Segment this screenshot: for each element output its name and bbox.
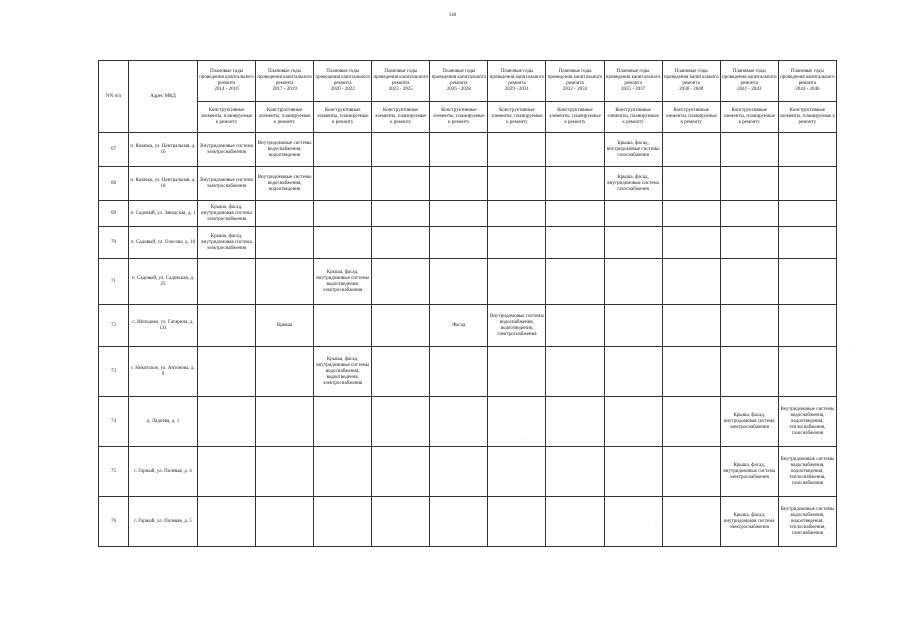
repair-cell: [372, 227, 430, 259]
repair-cell: [604, 397, 662, 447]
period-label: Плановые годы проведения капитального ремонта: [199, 69, 254, 86]
repair-cell: [488, 227, 546, 259]
repair-cell: Внутридомовые системы водоснабжения, водоотведения: [256, 167, 314, 201]
repair-cell: [604, 305, 662, 347]
repair-cell: Крыша, фасад, внутридомовая система электроснабжения: [720, 397, 778, 447]
repair-cell: [662, 397, 720, 447]
row-address: г. Никитское, ул. Антонова, д. 9: [129, 347, 198, 397]
row-address: г. Горный, ул. Полевая, д. 4: [129, 447, 198, 497]
period-label: Плановые годы проведения капитального ремонта: [489, 69, 545, 86]
repair-cell: Крыша, фасад, внутридомовая система электроснабжения: [198, 201, 256, 227]
repair-cell: [720, 201, 778, 227]
repair-cell: [546, 227, 604, 259]
repair-cell: Внутридомовые системы водоснабжения, водоотведения, теплоснабжения, газоснабжения: [778, 497, 836, 547]
table-body: [99, 133, 837, 547]
period-header: [778, 61, 836, 102]
col-header-number: NN п/п: [99, 61, 129, 133]
repair-cell: [430, 347, 488, 397]
period-years: 2038 - 2040: [679, 87, 704, 92]
table-row: [99, 305, 837, 347]
row-number: 73: [99, 347, 129, 397]
row-number: 74: [99, 397, 129, 447]
row-number: 67: [99, 133, 129, 167]
repair-cell: Крыша, фасад, внутридомовые системы газоснабжения: [604, 133, 662, 167]
repair-cell: [720, 167, 778, 201]
repair-cell: [604, 227, 662, 259]
repair-cell: [720, 133, 778, 167]
repair-cell: [314, 305, 372, 347]
header-row-periods: [99, 61, 837, 102]
repair-cell: [372, 397, 430, 447]
row-address: п. Садовый, ул. Олесова, д. 16: [129, 227, 198, 259]
row-address: с. Ипподово, ул. Гагарина, д. 131: [129, 305, 198, 347]
repair-cell: [488, 397, 546, 447]
repair-cell: [198, 397, 256, 447]
repair-cell: [720, 305, 778, 347]
period-years: 2041 - 2043: [737, 87, 762, 92]
repair-cell: [372, 133, 430, 167]
repair-cell: [372, 447, 430, 497]
row-number: 72: [99, 305, 129, 347]
repair-cell: [256, 201, 314, 227]
repair-cell: [662, 133, 720, 167]
repair-cell: [488, 497, 546, 547]
table-row: [99, 167, 837, 201]
repair-cell: [662, 259, 720, 305]
repair-cell: [488, 133, 546, 167]
period-years: 2023 - 2025: [388, 87, 413, 92]
elements-subheader: Конструктивные элементы, планируемые к ремонту: [604, 102, 662, 133]
elements-subheader: Конструктивные элементы, планируемые к ремонту: [720, 102, 778, 133]
repair-cell: [256, 347, 314, 397]
table-row: [99, 227, 837, 259]
row-address: п. Садовый, ул. Садовская, д. 25: [129, 259, 198, 305]
repair-cell: [604, 497, 662, 547]
table-row: [99, 259, 837, 305]
repair-cell: [372, 167, 430, 201]
repair-cell: [546, 397, 604, 447]
repair-cell: [778, 167, 836, 201]
repair-cell: [488, 447, 546, 497]
period-header: [314, 61, 372, 102]
repair-cell: [314, 447, 372, 497]
repair-cell: [604, 447, 662, 497]
repair-cell: [546, 167, 604, 201]
table-row: [99, 497, 837, 547]
table-row: [99, 447, 837, 497]
scan-dot: -: [850, 345, 852, 350]
period-header: [198, 61, 256, 102]
repair-cell: [430, 259, 488, 305]
repair-cell: Внутридомовые системы водоснабжения, водоотведения, теплоснабжения, газоснабжения: [778, 397, 836, 447]
repair-cell: [198, 497, 256, 547]
repair-cell: [778, 227, 836, 259]
repair-cell: [314, 497, 372, 547]
col-header-address: Адрес МКД: [129, 61, 198, 133]
period-label: Плановые годы проведения капитального ремонта: [663, 69, 719, 86]
period-label: Плановые годы проведения капитального ремонта: [721, 69, 777, 86]
period-years: 2020 - 2022: [330, 87, 355, 92]
repair-cell: [778, 201, 836, 227]
period-label: Плановые годы проведения капитального ремонта: [315, 69, 370, 86]
elements-subheader: Конструктивные элементы, планируемые к ремонту: [314, 102, 372, 133]
repair-cell: [372, 497, 430, 547]
row-number: 68: [99, 167, 129, 201]
repair-cell: Крыша, фасад, внутридомовые системы водоснабжения, водоотведения, электроснабжения: [314, 347, 372, 397]
table-row: [99, 347, 837, 397]
repair-schedule-table: [98, 60, 837, 547]
repair-cell: Внутридомовые система электроснабжения: [198, 167, 256, 201]
repair-cell: [488, 201, 546, 227]
repair-cell: [314, 397, 372, 447]
table-row: [99, 201, 837, 227]
repair-cell: [662, 305, 720, 347]
repair-cell: Внутридомовые система электроснабжения: [198, 133, 256, 167]
repair-cell: [372, 259, 430, 305]
period-years: 2026 - 2028: [446, 87, 471, 92]
period-label: Плановые годы проведения капитального ремонта: [373, 69, 429, 86]
repair-cell: [546, 133, 604, 167]
period-header: [662, 61, 720, 102]
period-header: [720, 61, 778, 102]
repair-cell: [662, 227, 720, 259]
period-years: 2014 - 2016: [214, 87, 239, 92]
elements-subheader: Конструктивные элементы, планируемые к ремонту: [430, 102, 488, 133]
period-years: 2032 - 2034: [562, 87, 588, 92]
period-label: Плановые годы проведения капитального ремонта: [780, 69, 835, 86]
repair-cell: [198, 347, 256, 397]
period-label: Плановые годы проведения капитального ремонта: [431, 69, 487, 86]
period-label: Плановые годы проведения капитального ремонта: [547, 69, 603, 86]
repair-cell: Крыша, фасад, внутридомовая система электроснабжения: [720, 497, 778, 547]
repair-cell: [604, 259, 662, 305]
repair-cell: Фасад: [430, 305, 488, 347]
repair-cell: [488, 259, 546, 305]
repair-cell: [662, 201, 720, 227]
period-header: [372, 61, 430, 102]
elements-subheader: Конструктивные элементы, планируемые к ремонту: [778, 102, 836, 133]
repair-cell: [372, 305, 430, 347]
scan-dot: -: [655, 520, 657, 525]
row-number: 69: [99, 201, 129, 227]
repair-cell: [720, 227, 778, 259]
repair-cell: Крыша: [256, 305, 314, 347]
repair-cell: [314, 133, 372, 167]
period-header: [604, 61, 662, 102]
elements-subheader: Конструктивные элементы, планируемые к ремонту: [662, 102, 720, 133]
repair-cell: [198, 447, 256, 497]
period-years: 2044 - 2046: [795, 87, 820, 92]
repair-cell: [256, 397, 314, 447]
repair-cell: [546, 201, 604, 227]
repair-cell: [720, 347, 778, 397]
page-number: 146: [448, 13, 457, 18]
repair-cell: Внутридомовые системы водоснабжения, водоотведения: [256, 133, 314, 167]
repair-cell: [198, 305, 256, 347]
elements-subheader: Конструктивные элементы, планируемые к ремонту: [372, 102, 430, 133]
repair-cell: [314, 167, 372, 201]
period-label: Плановые годы проведения капитального ремонта: [605, 69, 661, 86]
repair-cell: [256, 447, 314, 497]
repair-cell: [372, 201, 430, 227]
repair-cell: [256, 259, 314, 305]
row-address: п. Казачка, ул. Центральная, д. 16: [129, 133, 198, 167]
repair-cell: [662, 347, 720, 397]
repair-cell: [604, 201, 662, 227]
period-years: 2035 - 2037: [621, 87, 646, 92]
repair-cell: [256, 497, 314, 547]
period-header: [546, 61, 604, 102]
repair-cell: [430, 227, 488, 259]
repair-cell: [198, 259, 256, 305]
repair-cell: [488, 167, 546, 201]
elements-subheader: Конструктивные элементы, планируемые к ремонту: [256, 102, 314, 133]
repair-cell: [546, 259, 604, 305]
period-label: Плановые годы проведения капитального ремонта: [257, 69, 312, 86]
repair-cell: [662, 497, 720, 547]
repair-cell: Внутридомовые системы водоснабжения, водоотведения, теплоснабжения, газоснабжения: [778, 447, 836, 497]
period-header: [256, 61, 314, 102]
repair-cell: [546, 447, 604, 497]
repair-cell: [778, 133, 836, 167]
repair-cell: [372, 347, 430, 397]
row-number: 70: [99, 227, 129, 259]
repair-cell: [546, 305, 604, 347]
row-address: п. Казачка, ул. Центральная, д. 18: [129, 167, 198, 201]
row-address: г. Горный, ул. Полевая, д. 5: [129, 497, 198, 547]
scan-dot: .: [520, 436, 521, 441]
repair-cell: [314, 201, 372, 227]
repair-cell: [430, 167, 488, 201]
repair-cell: [604, 347, 662, 397]
repair-cell: [662, 167, 720, 201]
repair-cell: [662, 447, 720, 497]
row-number: 76: [99, 497, 129, 547]
elements-subheader: Конструктивные элементы, планируемые к ремонту: [546, 102, 604, 133]
repair-cell: Крыша, фасад, внутридомовые система электроснабжения: [720, 447, 778, 497]
repair-cell: [546, 497, 604, 547]
repair-cell: [430, 447, 488, 497]
repair-cell: [778, 305, 836, 347]
period-header: [430, 61, 488, 102]
repair-cell: [430, 397, 488, 447]
period-header: [488, 61, 546, 102]
elements-subheader: Конструктивные элементы, планируемые к ремонту: [198, 102, 256, 133]
repair-cell: [720, 259, 778, 305]
repair-cell: [778, 347, 836, 397]
repair-cell: [430, 497, 488, 547]
repair-cell: Крыша, фасад, внутридомовые система газоснабжения: [604, 167, 662, 201]
repair-cell: Крыша, фасад, внутридомовые системы водоотведения, электроснабжения: [314, 259, 372, 305]
repair-cell: [256, 227, 314, 259]
repair-cell: Внутридомовые системы водоснабжения, водоотведения, электроснабжения: [488, 305, 546, 347]
repair-cell: [430, 201, 488, 227]
table-row: [99, 133, 837, 167]
period-years: 2017 - 2019: [272, 87, 297, 92]
row-address: д. Ладоева, д. 1: [129, 397, 198, 447]
period-years: 2029 - 2031: [504, 87, 530, 92]
repair-cell: [314, 227, 372, 259]
repair-cell: Крыша, фасад, внутридомовая система электроснабжения: [198, 227, 256, 259]
repair-cell: [488, 347, 546, 397]
elements-subheader: Конструктивные элементы, планируемые к ремонту: [488, 102, 546, 133]
row-number: 71: [99, 259, 129, 305]
table-row: [99, 397, 837, 447]
header-row-elements: [99, 102, 837, 133]
row-address: п. Садовый, ул. Заводская, д. 1: [129, 201, 198, 227]
row-number: 75: [99, 447, 129, 497]
repair-cell: [430, 133, 488, 167]
repair-cell: [546, 347, 604, 397]
repair-cell: [778, 259, 836, 305]
